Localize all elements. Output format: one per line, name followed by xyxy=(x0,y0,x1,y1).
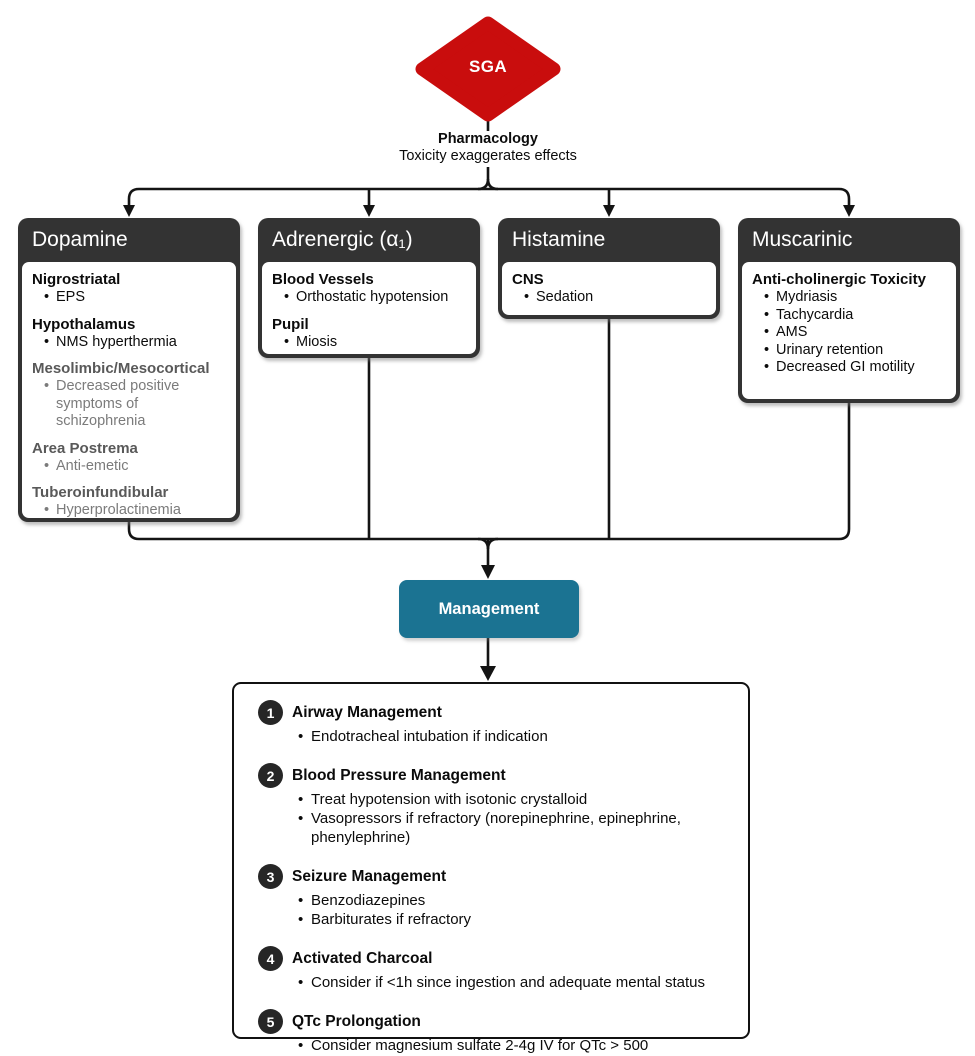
management-node: Management xyxy=(399,580,579,638)
step-number-badge: 2 xyxy=(258,763,283,788)
section-cns: CNS • Sedation xyxy=(512,271,708,307)
section-anticholinergic: Anti-cholinergic Toxicity • Mydriasis • Tachycardia • AMS • Urinary retention • Decreased GI motility xyxy=(752,271,948,377)
receptor-box-adrenergic xyxy=(258,218,480,358)
section-area-postrema: Area Postrema • Anti-emetic xyxy=(32,440,228,476)
bullet-item: • Tachycardia xyxy=(752,307,948,325)
step-activated-charcoal: 4 Activated Charcoal • Consider if <1h since ingestion and adequate mental status xyxy=(258,946,732,992)
receptor-body xyxy=(22,262,236,518)
receptor-box-muscarinic xyxy=(738,218,960,403)
receptor-body xyxy=(502,262,716,315)
receptor-title: Muscarinic xyxy=(752,228,853,251)
receptor-title: Dopamine xyxy=(32,228,128,251)
step-qtc-prolongation: 5 QTc Prolongation • Consider magnesium sulfate 2-4g IV for QTc > 500 xyxy=(258,1009,732,1055)
bullet-item: • NMS hyperthermia xyxy=(32,334,228,352)
bullet-item: • EPS xyxy=(32,289,228,307)
pharmacology-title: Pharmacology xyxy=(438,131,538,147)
section-mesolimbic: Mesolimbic/Mesocortical • Decreased positive symptoms of schizophrenia xyxy=(32,360,228,431)
section-pupil: Pupil • Miosis xyxy=(272,316,468,352)
bullet-item: • Endotracheal intubation if indication xyxy=(298,727,732,746)
receptor-body xyxy=(742,262,956,399)
receptor-body xyxy=(262,262,476,354)
bullet-item: • Orthostatic hypotension xyxy=(272,289,468,307)
step-blood-pressure: 2 Blood Pressure Management • Treat hypotension with isotonic crystalloid • Vasopressors if refractory (norepinephrine, epinephrine, phenylephrine) xyxy=(258,763,732,847)
sga-diamond-label: SGA xyxy=(468,57,508,76)
step-number-badge: 5 xyxy=(258,1009,283,1034)
bullet-item: • Benzodiazepines xyxy=(298,891,732,910)
step-number-badge: 4 xyxy=(258,946,283,971)
pharmacology-caption xyxy=(288,131,688,164)
bullet-item: • Vasopressors if refractory (norepinephrine, epinephrine, phenylephrine) xyxy=(298,809,732,847)
bullet-item: • Anti-emetic xyxy=(32,458,228,476)
bullet-item: • Hyperprolactinemia xyxy=(32,502,228,520)
bullet-item: • AMS xyxy=(752,324,948,342)
bullet-item: • Miosis xyxy=(272,334,468,352)
section-tuberoinfundibular: Tuberoinfundibular • Hyperprolactinemia xyxy=(32,484,228,520)
step-number-badge: 1 xyxy=(258,700,283,725)
management-steps-box xyxy=(232,682,750,1054)
bullet-item: • Barbiturates if refractory xyxy=(298,910,732,929)
section-hypothalamus: Hypothalamus • NMS hyperthermia xyxy=(32,316,228,352)
bullet-item: • Treat hypotension with isotonic crystalloid xyxy=(298,790,732,809)
step-airway: 1 Airway Management • Endotracheal intubation if indication xyxy=(258,700,732,746)
section-nigrostriatal: Nigrostriatal • EPS xyxy=(32,271,228,307)
bullet-item: • Decreased GI motility xyxy=(752,359,948,377)
bullet-item: • Sedation xyxy=(512,289,708,307)
receptor-title: Histamine xyxy=(512,228,606,251)
section-blood-vessels: Blood Vessels • Orthostatic hypotension xyxy=(272,271,468,307)
bullet-item: • Decreased positive symptoms of schizophrenia xyxy=(32,378,228,431)
bullet-item: • Urinary retention xyxy=(752,342,948,360)
step-number-badge: 3 xyxy=(258,864,283,889)
bullet-item: • Consider if <1h since ingestion and adequate mental status xyxy=(298,973,732,992)
step-seizure: 3 Seizure Management • Benzodiazepines • Barbiturates if refractory xyxy=(258,864,732,929)
receptor-box-dopamine xyxy=(18,218,240,522)
bullet-item: • Mydriasis xyxy=(752,289,948,307)
bullet-item: • Consider magnesium sulfate 2-4g IV for QTc > 500 xyxy=(298,1036,732,1055)
receptor-title: Adrenergic (α₁) xyxy=(272,228,413,251)
pharmacology-subtitle: Toxicity exaggerates effects xyxy=(399,147,577,164)
receptor-box-histamine xyxy=(498,218,720,319)
